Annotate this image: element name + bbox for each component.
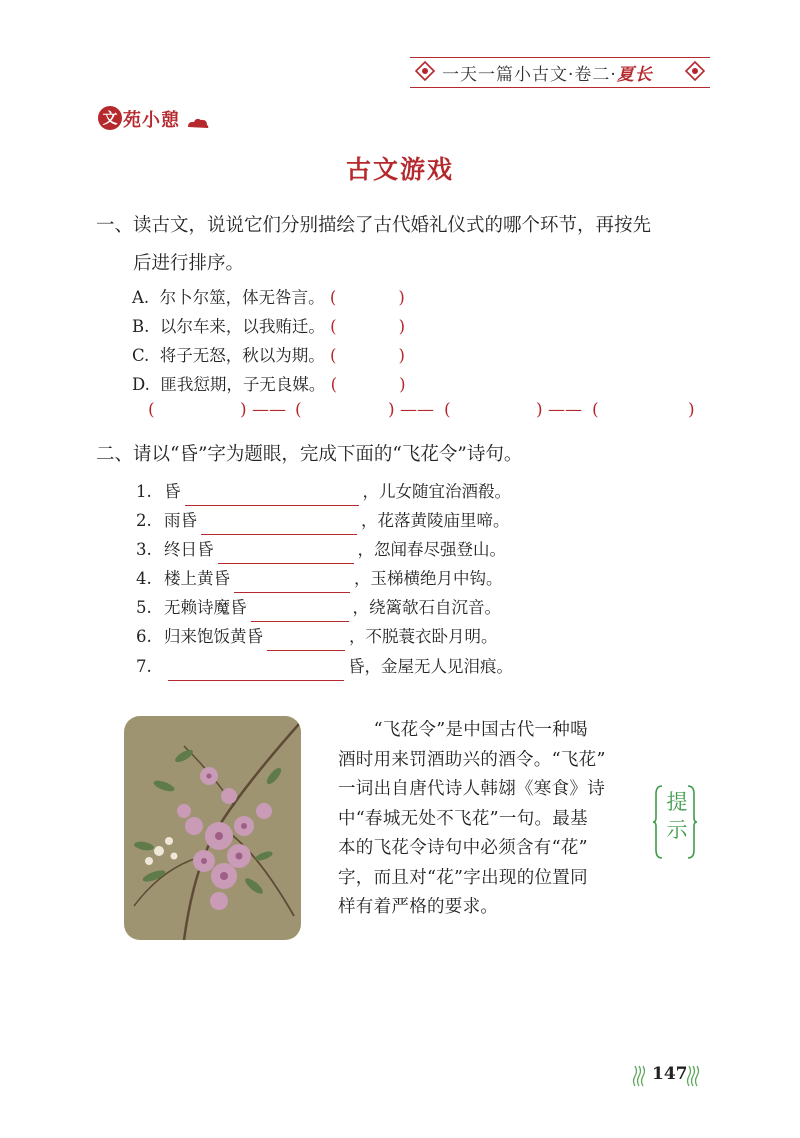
poem-blank[interactable]	[201, 514, 357, 535]
header-title-accent: 夏长	[616, 65, 653, 85]
poem-blank[interactable]	[234, 572, 350, 593]
poem-suffix: 昏，金屋无人见泪痕。	[348, 657, 513, 676]
poem-suffix: ，不脱蓑衣卧月明。	[349, 627, 498, 646]
poem-prefix: 昏	[164, 482, 181, 501]
page-title: 古文游戏	[345, 155, 454, 184]
option-text: 匪我愆期，子无良媒。	[160, 375, 326, 394]
poem-number: 5.	[136, 598, 152, 617]
section-logo	[98, 104, 218, 134]
option-text: 以尔车来，以我贿迁。	[159, 317, 325, 336]
order-paren-open: (	[148, 400, 155, 420]
poem-line-6	[136, 622, 498, 651]
poem-prefix: 无赖诗魔昏	[164, 598, 247, 617]
poem-suffix: ，忽闻春尽强登山。	[357, 540, 506, 559]
q1-option-b	[132, 312, 405, 341]
poem-suffix: ，绕篱欹石自沉音。	[352, 598, 501, 617]
poem-line-2	[136, 506, 510, 535]
poem-blank[interactable]	[251, 601, 349, 622]
poem-blank[interactable]	[267, 630, 345, 651]
order-paren-open: (	[592, 400, 599, 420]
answer-paren-open: (	[329, 288, 337, 307]
tip-line: 一词出自唐代诗人韩翃《寒食》诗	[338, 779, 605, 799]
poem-line-5	[136, 593, 501, 622]
answer-paren-close: )	[399, 375, 406, 394]
header-rule-bottom	[410, 87, 710, 88]
footer-ornament-left-icon	[632, 1064, 646, 1088]
header-rule-top	[410, 57, 710, 58]
option-letter: B.	[132, 317, 150, 336]
header-title	[442, 60, 653, 85]
order-paren-close: )	[388, 400, 395, 420]
header-title-main: 一天一篇小古文·卷二·	[442, 65, 617, 85]
option-text: 尔卜尔筮，体无咎言。	[159, 288, 325, 307]
poem-prefix: 雨昏	[164, 511, 197, 530]
poem-blank[interactable]	[168, 660, 344, 681]
tip-line: 样有着严格的要求。	[338, 897, 499, 917]
q1-prompt-line1: 一、读古文，说说它们分别描绘了古代婚礼仪式的哪个环节，再按先	[96, 215, 652, 236]
option-text: 将子无怒，秋以为期。	[159, 346, 325, 365]
poem-blank[interactable]	[185, 485, 359, 506]
poem-blank[interactable]	[218, 543, 354, 564]
q1-option-a	[132, 283, 405, 312]
poem-line-3	[136, 535, 506, 564]
flower-painting-image	[124, 716, 301, 940]
poem-prefix: 归来饱饭黄昏	[164, 627, 263, 646]
poem-number: 6.	[136, 627, 152, 646]
option-letter: C.	[132, 346, 150, 365]
answer-paren-open: (	[330, 346, 337, 365]
poem-number: 7.	[136, 657, 152, 676]
answer-paren-close: )	[398, 346, 405, 365]
page-number: 147	[652, 1064, 688, 1084]
poem-number: 3.	[136, 540, 152, 559]
answer-paren-close: )	[398, 317, 405, 336]
poem-line-1	[136, 477, 511, 506]
poem-prefix: 终日昏	[164, 540, 214, 559]
tip-label-char: 提	[666, 790, 688, 814]
order-blank-1[interactable]	[162, 400, 238, 422]
section-logo-badge: 文	[98, 106, 122, 130]
header-ornament-right-icon	[684, 60, 706, 82]
tip-label	[666, 788, 688, 844]
order-dash: ——	[548, 400, 582, 420]
tip-label-char: 示	[666, 818, 688, 842]
tip-line: 中“春城无处不飞花”一句。最基	[338, 808, 588, 829]
section-logo-label: 苑小憩	[123, 110, 180, 131]
tip-paragraph	[338, 716, 638, 923]
order-paren-close: )	[240, 400, 247, 420]
q1-option-c	[132, 341, 405, 370]
flower-painting	[124, 716, 301, 940]
poem-suffix: ，花落黄陵庙里啼。	[361, 511, 510, 530]
tip-line: “飞花令”是中国古代一种喝	[338, 720, 588, 740]
running-header	[410, 54, 710, 90]
order-blank-2[interactable]	[309, 400, 385, 422]
page-footer	[630, 1064, 700, 1088]
poem-number: 2.	[136, 511, 152, 530]
option-letter: D.	[132, 375, 150, 394]
header-ornament-left-icon	[414, 60, 436, 82]
tip-line: 本的飞花令诗句中必须含有“花”	[338, 838, 588, 858]
poem-line-4	[136, 564, 503, 593]
poem-number: 4.	[136, 569, 152, 588]
poem-suffix: ，儿女随宜治酒殽。	[362, 482, 511, 501]
q1-option-d	[132, 370, 406, 399]
order-paren-close: )	[536, 400, 543, 420]
order-dash: ——	[252, 400, 286, 420]
order-dash: ——	[400, 400, 434, 420]
order-paren-close: )	[688, 400, 695, 420]
q2-prompt: 二、请以“昏”字为题眼，完成下面的“飞花令”诗句。	[96, 444, 523, 465]
poem-number: 1.	[136, 482, 152, 501]
order-blank-4[interactable]	[606, 400, 686, 422]
q1-prompt-line2: 后进行排序。	[133, 253, 245, 274]
option-letter: A.	[132, 288, 150, 307]
order-blank-3[interactable]	[458, 400, 534, 422]
tip-line: 字，而且对“花”字出现的位置同	[338, 867, 588, 888]
order-sequence-row	[148, 400, 700, 428]
order-paren-open: (	[295, 400, 302, 420]
answer-paren-open: (	[330, 317, 337, 336]
tip-label-box	[652, 782, 698, 862]
order-paren-open: (	[444, 400, 451, 420]
tip-line: 酒时用来罚酒助兴的酒令。“飞花”	[338, 749, 606, 770]
poem-prefix: 楼上黄昏	[164, 569, 230, 588]
answer-paren-open: (	[330, 375, 338, 394]
cloud-ornament-icon	[186, 116, 210, 130]
answer-paren-close: )	[398, 288, 405, 307]
poem-suffix: ，玉梯横绝月中钩。	[354, 569, 503, 588]
poem-line-7	[136, 652, 513, 681]
footer-ornament-right-icon	[686, 1064, 700, 1088]
